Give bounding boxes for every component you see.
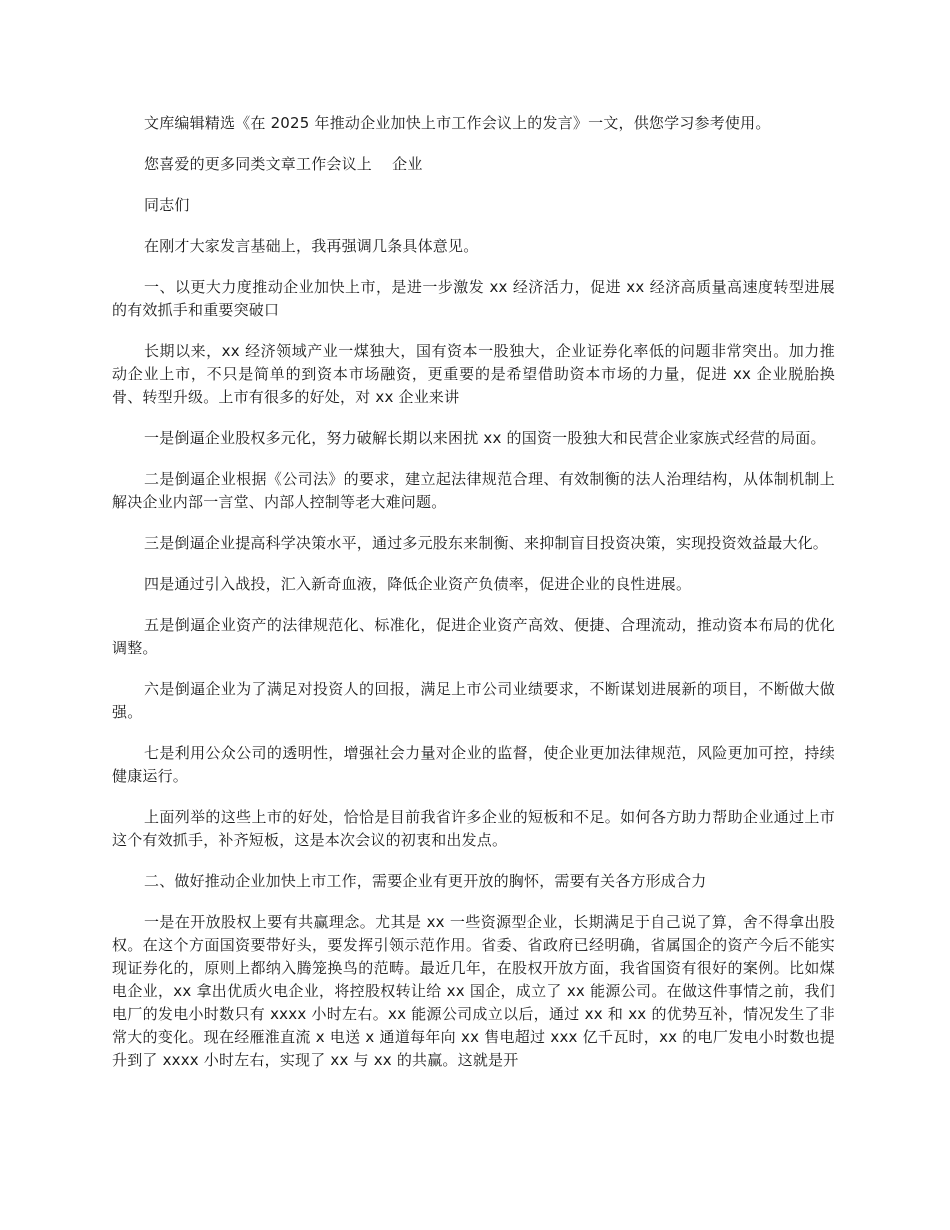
body-paragraph: 长期以来，xx 经济领域产业一煤独大，国有资本一股独大，企业证券化率低的问题非常突出。加力推动企业上市，不只是简单的到资本市场融资，更重要的是希望借助资本市场的力量，促进 xx 企业脱胎换骨、转型升级。上市有很多的好处，对 xx 企业来讲 [112,342,835,406]
opening-paragraph: 在刚才大家发言基础上，我再强调几条具体意见。 [144,237,479,255]
section-heading-2: 二、做好推动企业加快上市工作，需要企业有更开放的胸怀，需要有关各方形成合力 [144,872,707,890]
section-heading-1: 一、以更大力度推动企业加快上市，是进一步激发 xx 经济活力，促进 xx 经济高质量高速度转型进展的有效抓手和重要突破口 [112,278,835,319]
benefit-item-6: 六是倒逼企业为了满足对投资人的回报，满足上市公司业绩要求，不断谋划进展新的项目，不断做大做强。 [112,680,835,721]
benefit-item-3: 三是倒逼企业提高科学决策水平，通过多元股东来制衡、来抑制盲目投资决策，实现投资效益最大化。 [144,534,829,552]
intro-paragraph: 文库编辑精选《在 2025 年推动企业加快上市工作会议上的发言》一文，供您学习参考使用。 [144,114,771,132]
body-paragraph: 一是在开放股权上要有共赢理念。尤其是 xx 一些资源型企业，长期满足于自己说了算，舍不得拿出股权。在这个方面国资要带好头，要发挥引领示范作用。省委、省政府已经明确，省属国企的资产今后不能实现证券化的，原则上都纳入腾笼换鸟的范畴。最近几年，在股权开放方面，我省国资有很好的案例。比如煤电企业，xx 拿出优质火电企业，将控股权转让给 xx 国企，成立了 xx 能源公司。在做这件事情之前，我们电厂的发电小时数只有 xxxx 小时左右。xx 能源公司成立以后，通过 xx 和 xx 的优势互补，情况发生了非常大的变化。现在经雁淮直流 x 电送 x 通道每年向 xx 售电超过 xxx 亿千瓦时，xx 的电厂发电小时数也提升到了 xxxx 小时左右，实现了 xx 与 xx 的共赢。这就是开 [112,913,835,1069]
benefit-item-7: 七是利用公众公司的透明性，增强社会力量对企业的监督，使企业更加法律规范，风险更加可控，持续健康运行。 [112,744,835,785]
benefit-item-4: 四是通过引入战投，汇入新奇血液，降低企业资产负债率，促进企业的良性进展。 [144,575,692,593]
salutation: 同志们 [144,196,190,214]
benefit-item-2: 二是倒逼企业根据《公司法》的要求，建立起法律规范合理、有效制衡的法人治理结构，从体制机制上解决企业内部一言堂、内部人控制等老大难问题。 [112,470,835,511]
related-articles-line: 您喜爱的更多同类文章工作会议上 企业 [144,155,423,173]
benefit-item-1: 一是倒逼企业股权多元化，努力破解长期以来困扰 xx 的国资一股独大和民营企业家族式经营的局面。 [144,429,826,447]
summary-paragraph: 上面列举的这些上市的好处，恰恰是目前我省许多企业的短板和不足。如何各方助力帮助企业通过上市这个有效抓手，补齐短板，这是本次会议的初衷和出发点。 [112,808,835,849]
benefit-item-5: 五是倒逼企业资产的法律规范化、标准化，促进企业资产高效、便捷、合理流动，推动资本布局的优化调整。 [112,616,835,657]
